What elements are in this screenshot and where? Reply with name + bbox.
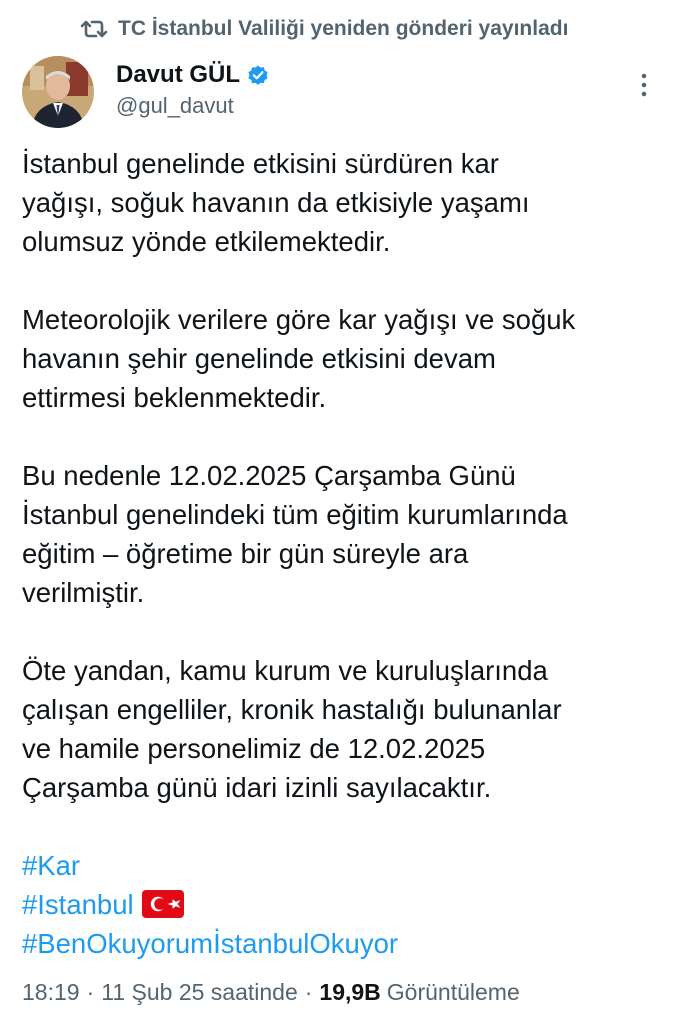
display-name[interactable]: Davut GÜL [116,61,241,88]
repost-text: TC İstanbul Valiliği yeniden gönderi yayınladı [118,17,569,40]
handle[interactable]: @gul_davut [116,93,234,118]
text-line: havanın şehir genelinde etkisini devam [22,343,496,374]
tweet-paragraph [22,456,662,612]
text-line: Öte yandan, kamu kurum ve kuruluşlarında [22,655,548,686]
turkey-flag-icon [142,889,184,917]
hashtag-list [22,846,662,963]
text-line: verilmiştir. [22,577,145,608]
hashtag-link-benokuyorum[interactable]: #BenOkuyorumİstanbulOkuyor [22,928,399,959]
text-line: ettirmesi beklenmektedir. [22,382,327,413]
tweet-paragraph [22,651,662,807]
verified-badge-icon [246,63,270,87]
author-block[interactable] [116,60,270,119]
meta-separator: · [304,978,313,1005]
text-line: olumsuz yönde etkilemektedir. [22,226,391,257]
tweet-date[interactable]: 11 Şub 25 saatinde [101,978,298,1005]
repost-header[interactable] [80,14,568,44]
text-line: Meteorolojik verilere göre kar yağışı ve soğuk [22,304,576,335]
hashtag-link-kar[interactable]: #Kar [22,850,81,881]
more-options-icon[interactable] [630,68,658,102]
text-line: İstanbul genelindeki tüm eğitim kurumlarında [22,499,568,530]
repost-icon [80,18,108,40]
tweet-time[interactable]: 18:19 [22,978,80,1005]
avatar[interactable] [22,56,94,128]
name-row [116,60,270,90]
text-line: ve hamile personelimiz de 12.02.2025 [22,733,486,764]
text-line: eğitim – öğretime bir gün süreyle ara [22,538,469,569]
hashtag-line-istanbul [22,885,662,924]
tweet-paragraph [22,300,662,417]
text-line: yağışı, soğuk havanın da etkisiyle yaşamı [22,187,530,218]
text-line: Bu nedenle 12.02.2025 Çarşamba Günü [22,460,516,491]
hashtag-link-istanbul[interactable]: #Istanbul [22,889,134,920]
meta-separator: · [86,978,95,1005]
text-line: İstanbul genelinde etkisini sürdüren kar [22,148,499,179]
tweet-paragraph [22,144,662,261]
text-line: çalışan engelliler, kronik hastalığı bulunanlar [22,694,562,725]
views-count[interactable]: 19,9B [319,978,381,1005]
tweet-meta [22,976,520,1008]
views-label: Görüntüleme [386,978,520,1005]
text-line: Çarşamba günü idari izinli sayılacaktır. [22,772,492,803]
tweet-text [22,144,662,963]
